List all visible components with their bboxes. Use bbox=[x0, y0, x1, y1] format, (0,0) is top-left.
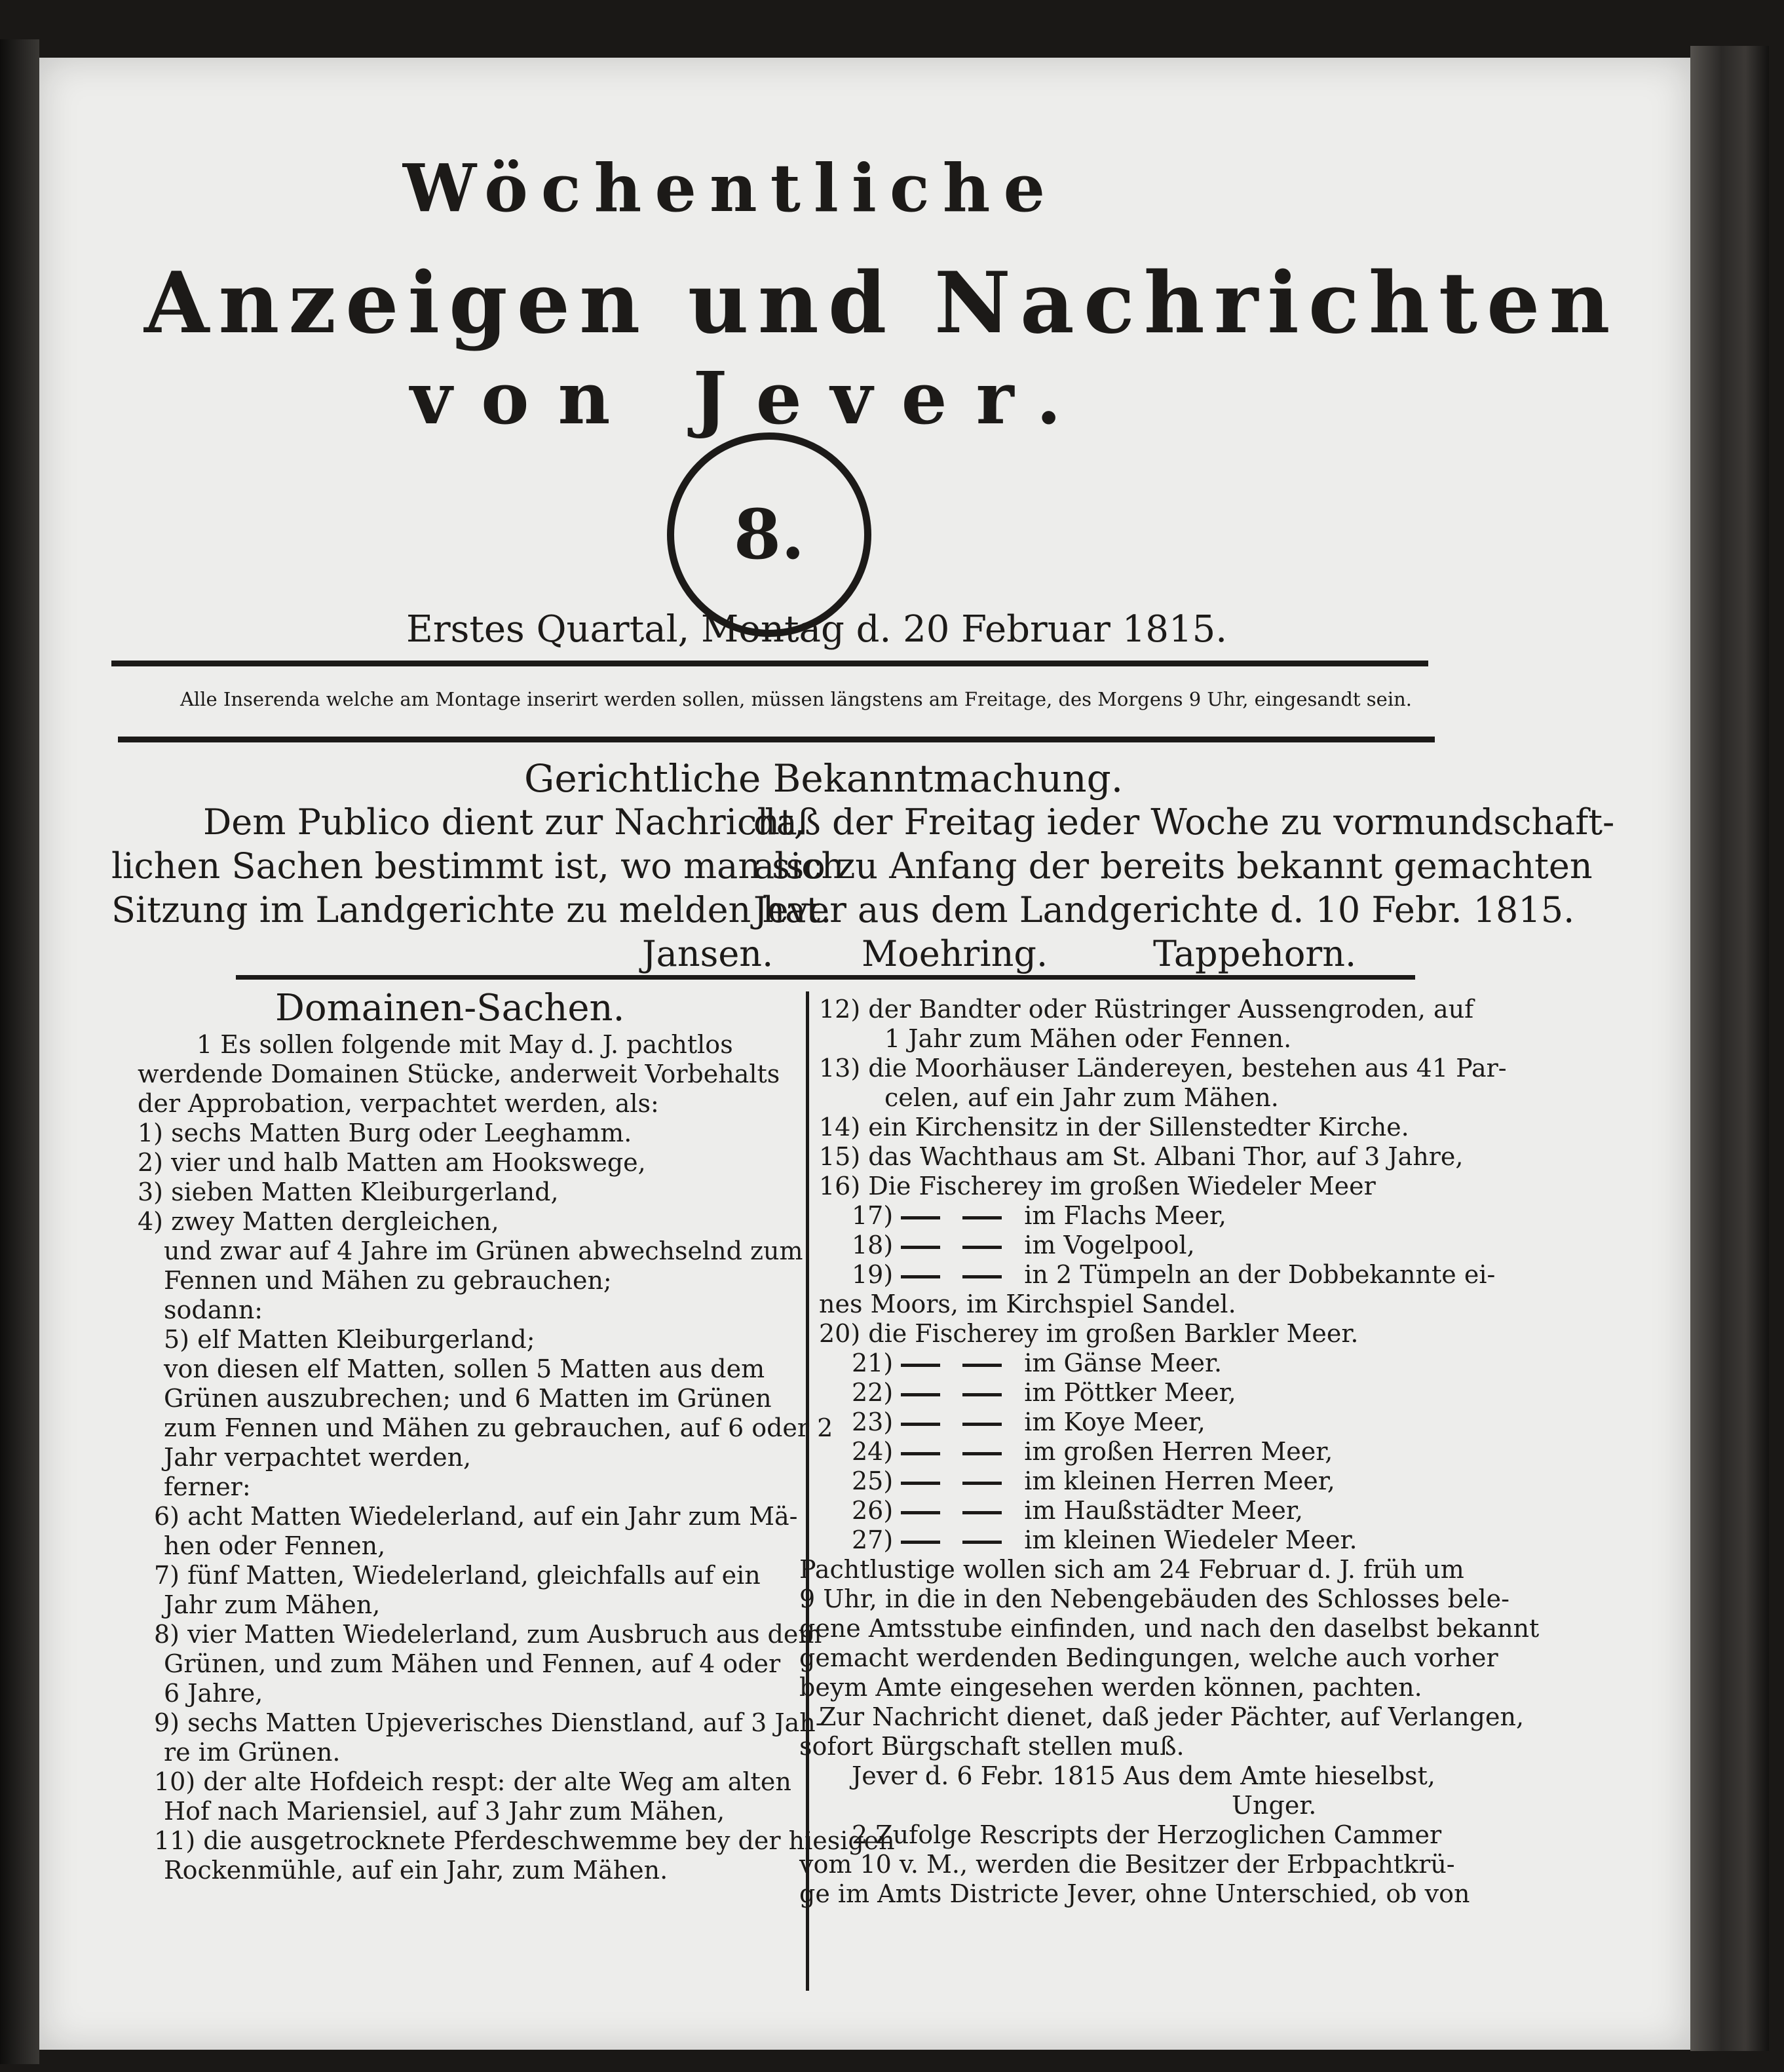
fishery-item bbox=[852, 1231, 1195, 1259]
domain-left-line: 3) sieben Matten Kleiburgerland, bbox=[138, 1178, 559, 1206]
fishery-item-number: 22) bbox=[852, 1378, 894, 1407]
ditto-mark bbox=[901, 1452, 940, 1455]
domain-left-line: hen oder Fennen, bbox=[164, 1531, 386, 1560]
ditto-mark bbox=[901, 1511, 940, 1514]
ditto-mark bbox=[962, 1393, 1002, 1396]
fishery-item-place: im Pöttker Meer, bbox=[1024, 1378, 1236, 1407]
court-right-line: also zu Anfang der bereits bekannt gemachten bbox=[753, 845, 1593, 887]
fishery-item bbox=[852, 1260, 1495, 1289]
domain-left-line: 9) sechs Matten Upjeverisches Dienstland, auf 3 Jah- bbox=[154, 1708, 824, 1737]
fishery-item bbox=[852, 1467, 1335, 1495]
domain-right-line: 9 Uhr, in die in den Nebengebäuden des Schlosses bele- bbox=[799, 1584, 1509, 1613]
ditto-mark bbox=[901, 1364, 940, 1367]
domain-left-line: 10) der alte Hofdeich respt: der alte Weg am alten bbox=[154, 1767, 791, 1796]
ditto-mark bbox=[962, 1275, 1002, 1278]
domain-right-line: sofort Bürgschaft stellen muß. bbox=[799, 1732, 1185, 1761]
domain-left-line: werdende Domainen Stücke, anderweit Vorbehalts bbox=[138, 1060, 780, 1088]
book-spine bbox=[1690, 46, 1769, 2051]
domain-right-line: gene Amtsstube einfinden, und nach den daselbst bekannt bbox=[799, 1614, 1540, 1643]
domain-left-line: 2) vier und halb Matten am Hookswege, bbox=[138, 1148, 646, 1177]
fishery-item-number: 21) bbox=[852, 1349, 894, 1377]
fishery-item-place: im Haußstädter Meer, bbox=[1024, 1496, 1303, 1525]
ditto-mark bbox=[962, 1482, 1002, 1485]
issue-date: Montag d. 20 Februar 1815. bbox=[701, 608, 1228, 651]
fishery-item bbox=[852, 1378, 1236, 1407]
domain-left-line: und zwar auf 4 Jahre im Grünen abwechselnd zum bbox=[164, 1237, 803, 1265]
ditto-mark bbox=[962, 1452, 1002, 1455]
domain-left-line: 6 Jahre, bbox=[164, 1679, 263, 1708]
domain-left-line: Rockenmühle, auf ein Jahr, zum Mähen. bbox=[164, 1856, 668, 1885]
domain-right-line: ge im Amts Districte Jever, ohne Unterschied, ob von bbox=[799, 1879, 1470, 1908]
fishery-item-number: 24) bbox=[852, 1437, 894, 1466]
domain-right-line: 13) die Moorhäuser Ländereyen, bestehen aus 41 Par- bbox=[819, 1054, 1507, 1083]
domain-right-line: Jever d. 6 Febr. 1815 Aus dem Amte hieselbst, bbox=[852, 1761, 1435, 1790]
fishery-item-place: im Vogelpool, bbox=[1024, 1231, 1195, 1259]
ditto-mark bbox=[901, 1482, 940, 1485]
fishery-item-number: 17) bbox=[852, 1201, 894, 1230]
fishery-item-place: im Gänse Meer. bbox=[1024, 1349, 1223, 1377]
court-rule bbox=[236, 975, 1415, 980]
domain-left-line: Jahr zum Mähen, bbox=[164, 1590, 381, 1619]
domain-right-line: 14) ein Kirchensitz in der Sillenstedter Kirche. bbox=[819, 1113, 1409, 1142]
submission-notice: Alle Inserenda welche am Montage inserirt werden sollen, müssen längstens am Freitage, des Morgens 9 Uhr, eingesandt sein. bbox=[180, 688, 1412, 710]
domain-heading: Domainen-Sachen. bbox=[275, 987, 625, 1029]
fishery-item-number: 25) bbox=[852, 1467, 894, 1495]
domain-right-line: Pachtlustige wollen sich am 24 Februar d. J. früh um bbox=[799, 1555, 1464, 1584]
ditto-mark bbox=[962, 1246, 1002, 1249]
domain-right-line: Zur Nachricht dienet, daß jeder Pächter, auf Verlangen, bbox=[819, 1702, 1525, 1731]
fishery-item-place: im kleinen Wiedeler Meer. bbox=[1024, 1525, 1357, 1554]
domain-left-line: 7) fünf Matten, Wiedelerland, gleichfalls auf ein bbox=[154, 1561, 761, 1590]
domain-left-line: 6) acht Matten Wiedelerland, auf ein Jahr zum Mä- bbox=[154, 1502, 798, 1531]
court-left-line: Sitzung im Landgerichte zu melden hat. bbox=[111, 889, 832, 930]
fishery-item-place: im großen Herren Meer, bbox=[1024, 1437, 1333, 1466]
issue-number: 8. bbox=[733, 494, 805, 575]
ditto-mark bbox=[901, 1541, 940, 1544]
ditto-mark bbox=[962, 1511, 1002, 1514]
signature-moehring: Moehring. bbox=[862, 933, 1048, 974]
fishery-item bbox=[852, 1437, 1333, 1466]
ditto-mark bbox=[901, 1216, 940, 1219]
domain-left-line: sodann: bbox=[164, 1295, 263, 1324]
fishery-item bbox=[852, 1525, 1357, 1554]
fishery-item bbox=[852, 1408, 1205, 1436]
domain-left-line: Fennen und Mähen zu gebrauchen; bbox=[164, 1266, 612, 1295]
domain-left-line: Grünen, und zum Mähen und Fennen, auf 4 oder bbox=[164, 1649, 781, 1678]
quarter-label: Erstes Quartal, bbox=[406, 608, 690, 651]
domain-left-line: Grünen auszubrechen; und 6 Matten im Grünen bbox=[164, 1384, 772, 1413]
domain-left-line: Jahr verpachtet werden, bbox=[164, 1443, 472, 1472]
fishery-item-place: im Koye Meer, bbox=[1024, 1408, 1205, 1436]
notice-rule bbox=[118, 737, 1435, 742]
domain-left-line: zum Fennen und Mähen zu gebrauchen, auf 6 oder 2 bbox=[164, 1413, 833, 1442]
domain-right-line: 15) das Wachthaus am St. Albani Thor, auf 3 Jahre, bbox=[819, 1142, 1464, 1171]
court-right-line: daß der Freitag ieder Woche zu vormundschaft- bbox=[753, 801, 1615, 843]
signature-tappehorn: Tappehorn. bbox=[1153, 933, 1357, 974]
ditto-mark bbox=[901, 1423, 940, 1426]
fishery-item-place: im kleinen Herren Meer, bbox=[1024, 1467, 1335, 1495]
domain-left-line: 1 Es sollen folgende mit May d. J. pachtlos bbox=[197, 1030, 733, 1059]
domain-right-line: celen, auf ein Jahr zum Mähen. bbox=[884, 1083, 1279, 1112]
ditto-mark bbox=[962, 1423, 1002, 1426]
court-left-line: lichen Sachen bestimmt ist, wo man sich bbox=[111, 845, 845, 887]
fishery-item bbox=[852, 1349, 1222, 1377]
ditto-mark bbox=[901, 1275, 940, 1278]
domain-right-line: 20) die Fischerey im großen Barkler Meer. bbox=[819, 1319, 1359, 1348]
domain-right-line: 16) Die Fischerey im großen Wiedeler Meer bbox=[819, 1172, 1376, 1200]
ditto-mark bbox=[962, 1541, 1002, 1544]
domain-left-line: 4) zwey Matten dergleichen, bbox=[138, 1207, 499, 1236]
domain-right-line: 1 Jahr zum Mähen oder Fennen. bbox=[884, 1024, 1292, 1053]
domain-right-line: gemacht werdenden Bedingungen, welche auch vorher bbox=[799, 1643, 1498, 1672]
domain-left-line: 8) vier Matten Wiedelerland, zum Ausbruch aus dem bbox=[154, 1620, 822, 1649]
signature-jansen: Jansen. bbox=[642, 933, 774, 974]
fishery-item bbox=[852, 1496, 1303, 1525]
title-line-3: von Jever. bbox=[410, 356, 1090, 440]
left-page-edge bbox=[0, 39, 39, 2064]
newspaper-page bbox=[39, 58, 1690, 2050]
masthead-rule bbox=[111, 661, 1428, 666]
ditto-mark bbox=[901, 1393, 940, 1396]
domain-right-line: vom 10 v. M., werden die Besitzer der Erbpachtkrü- bbox=[799, 1850, 1455, 1879]
domain-left-line: Hof nach Mariensiel, auf 3 Jahr zum Mähen, bbox=[164, 1797, 725, 1826]
domain-left-line: der Approbation, verpachtet werden, als: bbox=[138, 1089, 659, 1118]
domain-right-line: beym Amte eingesehen werden können, pachten. bbox=[799, 1673, 1422, 1702]
fishery-item-number: 27) bbox=[852, 1525, 894, 1554]
title-line-1: Wöchentliche bbox=[402, 149, 1059, 227]
court-right-line: Jever aus dem Landgerichte d. 10 Febr. 1815. bbox=[753, 889, 1575, 930]
signature-unger: Unger. bbox=[1232, 1791, 1317, 1820]
domain-left-line: ferner: bbox=[164, 1472, 251, 1501]
domain-left-line: 5) elf Matten Kleiburgerland; bbox=[164, 1325, 535, 1354]
court-left-line: Dem Publico dient zur Nachricht, bbox=[203, 801, 805, 843]
fishery-item-number: 23) bbox=[852, 1408, 894, 1436]
fishery-item bbox=[852, 1201, 1226, 1230]
domain-left-line: von diesen elf Matten, sollen 5 Matten aus dem bbox=[164, 1354, 765, 1383]
fishery-item-number: 18) bbox=[852, 1231, 894, 1259]
fishery-item-number: 26) bbox=[852, 1496, 894, 1525]
domain-right-line: nes Moors, im Kirchspiel Sandel. bbox=[819, 1290, 1236, 1318]
fishery-item-place: im Flachs Meer, bbox=[1024, 1201, 1227, 1230]
ditto-mark bbox=[901, 1246, 940, 1249]
domain-left-line: 11) die ausgetrocknete Pferdeschwemme bey der hiesigen bbox=[154, 1826, 895, 1855]
domain-left-line: 1) sechs Matten Burg oder Leeghamm. bbox=[138, 1119, 632, 1147]
domain-right-line: 12) der Bandter oder Rüstringer Aussengroden, auf bbox=[819, 995, 1474, 1024]
ditto-mark bbox=[962, 1364, 1002, 1367]
ditto-mark bbox=[962, 1216, 1002, 1219]
fishery-item-place: in 2 Tümpeln an der Dobbekannte ei- bbox=[1024, 1260, 1496, 1289]
title-line-2: Anzeigen und Nachrichten bbox=[144, 254, 1620, 353]
court-heading: Gerichtliche Bekanntmachung. bbox=[524, 756, 1124, 801]
domain-left-line: re im Grünen. bbox=[164, 1738, 341, 1767]
domain-right-line: 2 Zufolge Rescripts der Herzoglichen Cammer bbox=[852, 1820, 1442, 1849]
fishery-item-number: 19) bbox=[852, 1260, 894, 1289]
